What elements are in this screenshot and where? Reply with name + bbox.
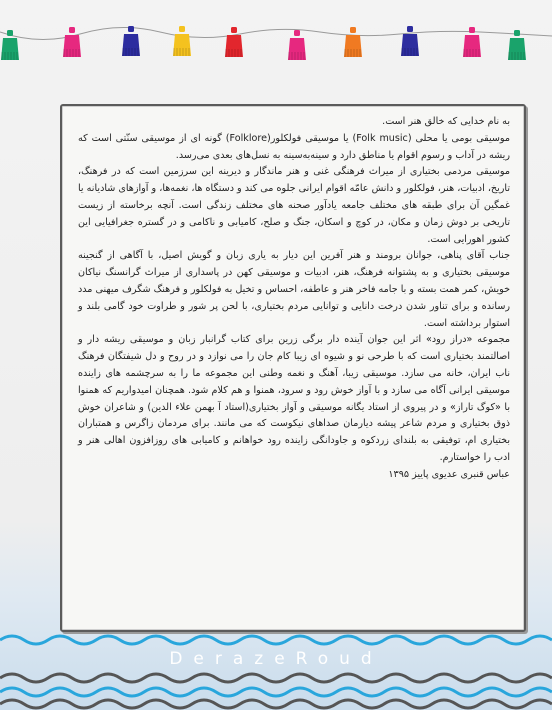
wave-blue-top bbox=[0, 636, 552, 644]
tassel-flag-icon bbox=[225, 27, 243, 57]
deraz-roud-paragraph: مجموعه «دراز رود» اثر این جوان آینده دار برگی زرین برای کتاب گرانبار زبان و موسیقی ریشه دار و اصالتمند بختیاری است که با طرحی نو و شیوه ای زیبا کام جان را می نوازد و در روح و دل شیفتگان فرهنگ ناب ایران، خانه می سازد. موسیقی زیبا، آهنگ و نغمه وطنی این مجموعه ما را به سرچشمه های زاینده موسیقی ایرانی آگاه می سازد و با آواز خوش رود و سرود، همنوا و هم کلام شود. همچنان امیدواریم که همنوا با «کوگ تاراز» و در پیروی از استاد یگانه موسیقی و آواز بختیاری(استاد آ بهمن علاء الدین) و شاعران خوش ذوق بختیاری و مردم شاعر پیشه دیارمان صداهای نیکوست که می مانند. برای مردمان زاگرس و همتباران بختیاری ام، توفیقی به بلندای زردکوه و جاودانگی زاینده رود خواهانم و کامیابی های روزافزون اهالی هنر و ادب را خواستارم. bbox=[78, 334, 510, 463]
tassel-flag-icon bbox=[63, 27, 81, 57]
tassel-flag-icon bbox=[1, 30, 19, 60]
signature: عباس قنبری عدیوی پاییز ۱۳۹۵ bbox=[388, 468, 510, 480]
wave-decoration bbox=[0, 632, 552, 710]
bakhtiari-music-paragraph: موسیقی مردمی بختیاری از میراث فرهنگی غنی و هنر ماندگار و دیرینه این سرزمین است که در فرهنگ، تاریخ، ادبیات، هنر، فولکلور و دانش عامّه اقوام ایرانی جلوه می کند و دستگاه ها، نغمه‌ها، و آوازهای شادیانه یا غمگین آن برای طبقه های مختلف جامعه یادآور صحنه های مختلف زندگی است. آنچه برخاسته از زیست تاریخی بر دوش زمان و مکان، در کوچ و اسکان، جنگ و صلح، کامیابی و ناکامی و در گستره جغرافیایی این کشور اهورایی است. bbox=[78, 166, 510, 245]
document-text bbox=[78, 114, 510, 484]
tassel-flag-icon bbox=[288, 30, 306, 60]
wave-blue-bottom bbox=[0, 688, 552, 696]
opening-line: به نام خدایی که خالق هنر است. bbox=[382, 116, 510, 127]
panahi-paragraph: جناب آقای پناهی، جوانان برومند و هنر آفرین این دیار به یاری زبان و گویش اصیل، با آگاهی از گنجینه موسیقی بختیاری و به پشتوانه فرهنگ، هنر، ادبیات و موسیقی کهن در پاسداری از میراث گرانسنگ نیاکان خویش، کمر همت بسته و با جامه فاخر هنر و عاطفه، احساس و تخیل به فولکلور و فرهنگ شگرف میهنی مدد رسانده و برای تناور شدن درخت دانایی و توانایی مردم بختیاری، با لحن پر شور و طراوت خود گامی بلند و استوار برداشته است. bbox=[78, 250, 510, 329]
tassel-flag-icon bbox=[173, 26, 191, 56]
wave-gray-middle bbox=[0, 674, 552, 682]
folk-music-definition: موسیقی بومی یا محلی (Folk music) یا موسیقی فولکلور(Folklore) گونه ای از موسیقی سنّتی است که ریشه در آداب و رسوم اقوام یا مناطق دارد و سینه‌به‌سینه به نسل‌های بعدی می‌رسد. bbox=[78, 132, 510, 161]
tassel-flag-icon bbox=[344, 27, 362, 57]
flag-bunting bbox=[0, 0, 552, 80]
wave-gray-bottom bbox=[0, 700, 552, 708]
tassel-flag-icon bbox=[401, 26, 419, 56]
tassel-flag-icon bbox=[122, 26, 140, 56]
brand-wordmark: DerazeRoud bbox=[169, 649, 383, 669]
